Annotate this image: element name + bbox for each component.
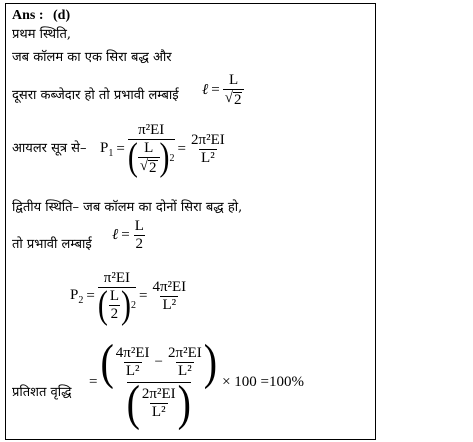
answer-value: (d) xyxy=(53,8,71,23)
case1-heading: प्रथम स्थिति, xyxy=(12,27,71,42)
percent-label: प्रतिशत वृद्धि xyxy=(12,385,72,400)
case2-line2: तो प्रभावी लम्बाई xyxy=(12,237,92,252)
fraction-L-over-root2: L √ 2 xyxy=(223,72,245,108)
euler-label: आयलर सूत्र से– xyxy=(12,141,87,156)
percent-equation: = ( 4π²EI L² − $\frac{\text{2π²EI}}{\text{L²}}$ ) ( 2π²EI L² ) × 100 =100% xyxy=(89,333,304,431)
case1-line2: दूसरा कब्जेदार हो तो प्रभावी लम्बाई xyxy=(12,88,179,103)
case2-line1: द्वितीय स्थिति– जब कॉलम का दोनों सिरा बद्ध हो, xyxy=(12,200,243,215)
answer-label: Ans : xyxy=(12,8,44,23)
answer-box xyxy=(5,3,376,440)
euler-p2-equation: $P_2$ = π²EI ( L 2 ) 2 = $\frac{\text{4π²EI}}{\text{L²}}$ xyxy=(70,270,187,327)
answer-header xyxy=(12,8,70,24)
case1-line1: जब कॉलम का एक सिरा बद्ध और xyxy=(12,50,172,65)
euler-p1-equation: $P_1$ = π²EI ( L √ 2 ) 2 = $\frac{\text{2π²EI}}{\text{L²}}$ xyxy=(100,122,225,179)
eff-length-2: ℓ = $\frac{L}{2}$ xyxy=(112,218,144,252)
eff-length-1: ℓ = L √ 2 xyxy=(202,72,244,108)
